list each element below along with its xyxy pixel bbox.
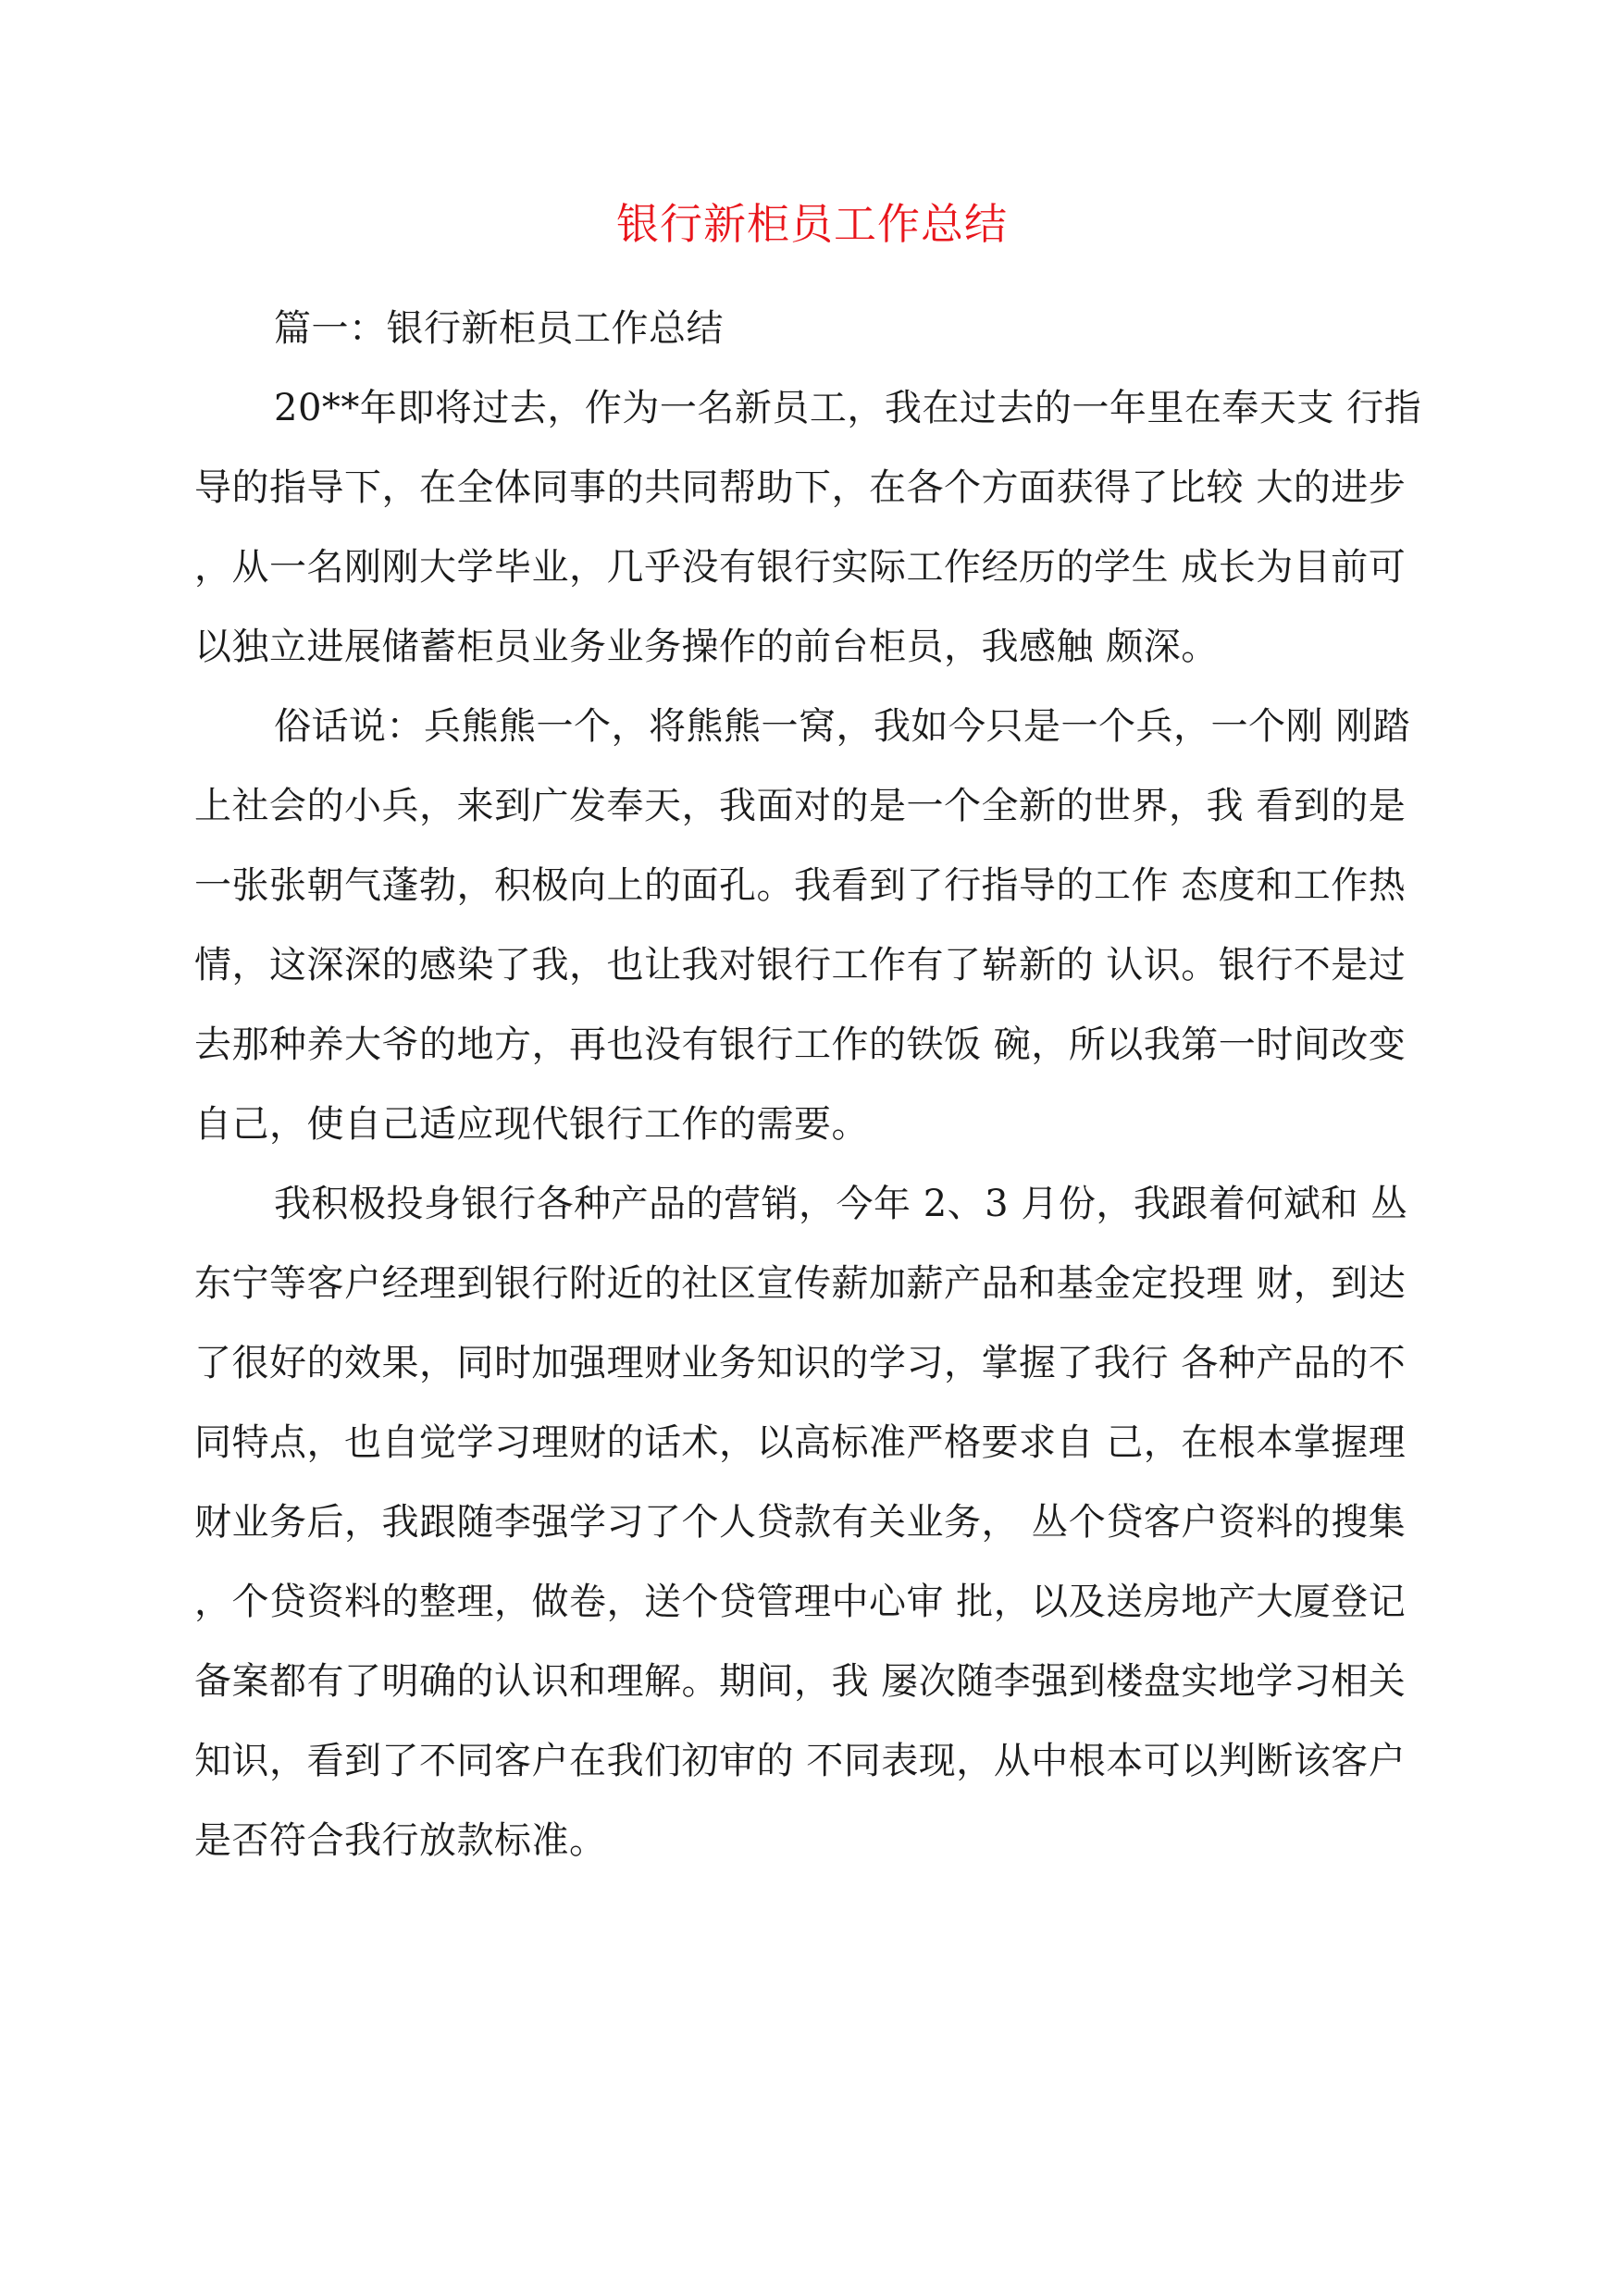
paragraph-line: 俗话说：兵熊熊一个，将熊熊一窝，我如今只是一个兵，一个刚 刚踏 [274,705,1411,748]
paragraph-marketing [194,1185,1448,1902]
paragraph-line: 同特点，也自觉学习理财的话术，以高标准严格要求自 己，在根本掌握理 [194,1421,1407,1464]
paragraph-subheading [194,307,1448,390]
document-body [194,307,1448,1902]
paragraph-line: 情，这深深的感染了我，也让我对银行工作有了崭新的 认识。银行不是过 [194,944,1407,986]
paragraph-proverb [194,705,1448,1185]
paragraph-line: 财业务后，我跟随李强学习了个人贷款有关业务， 丛个贷客户资料的搜集 [194,1501,1407,1544]
paragraph-line: 一张张朝气蓬勃，积极向上的面孔。我看到了行指导的工作 态度和工作热 [194,864,1407,907]
paragraph-line: 东宁等客户经理到银行附近的社区宣传薪加薪产品和基金定投理 财，到达 [194,1262,1407,1305]
paragraph-intro [194,387,1448,708]
paragraph-line: ，从一名刚刚大学毕业，几乎没有银行实际工作经历的学生 成长为目前可 [194,546,1407,589]
paragraph-line: 篇一：银行新柜员工作总结 [274,307,724,350]
paragraph-line: 自己，使自己适应现代银行工作的需要。 [194,1103,869,1146]
paragraph-line: 导的指导下，在全体同事的共同帮助下，在各个方面获得了比较 大的进步 [194,466,1407,509]
paragraph-line: 20**年即将过去，作为一名新员工，我在过去的一年里在奉天支 行指 [274,387,1422,429]
document-title: 银行新柜员工作总结 [616,199,1008,249]
paragraph-line: 了很好的效果，同时加强理财业务知识的学习，掌握了我行 各种产品的不 [194,1342,1407,1384]
paragraph-line: 是否符合我行放款标准。 [194,1819,607,1862]
paragraph-line: 备案都有了明确的认识和理解。期间，我 屡次随李强到楼盘实地学习相关 [194,1660,1407,1703]
paragraph-line: 以独立进展储蓄柜员业务业务操作的前台柜员，我感触 颇深。 [194,626,1219,668]
paragraph-line: 我积极投身银行各种产品的营销，今年 2、3 月份，我跟着何斌和 丛 [274,1183,1408,1225]
paragraph-line: 上社会的小兵，来到广发奉天，我面对的是一个全新的世界，我 看到的是 [194,785,1407,827]
paragraph-line: 去那种养大爷的地方，再也没有银行工作的铁饭 碗，所以我第一时间改变 [194,1023,1407,1066]
paragraph-line: ，个贷资料的整理，做卷，送个贷管理中心审 批，以及送房地产大厦登记 [194,1581,1407,1623]
paragraph-line: 知识，看到了不同客户在我们初审的 不同表现，从中根本可以判断该客户 [194,1740,1407,1782]
